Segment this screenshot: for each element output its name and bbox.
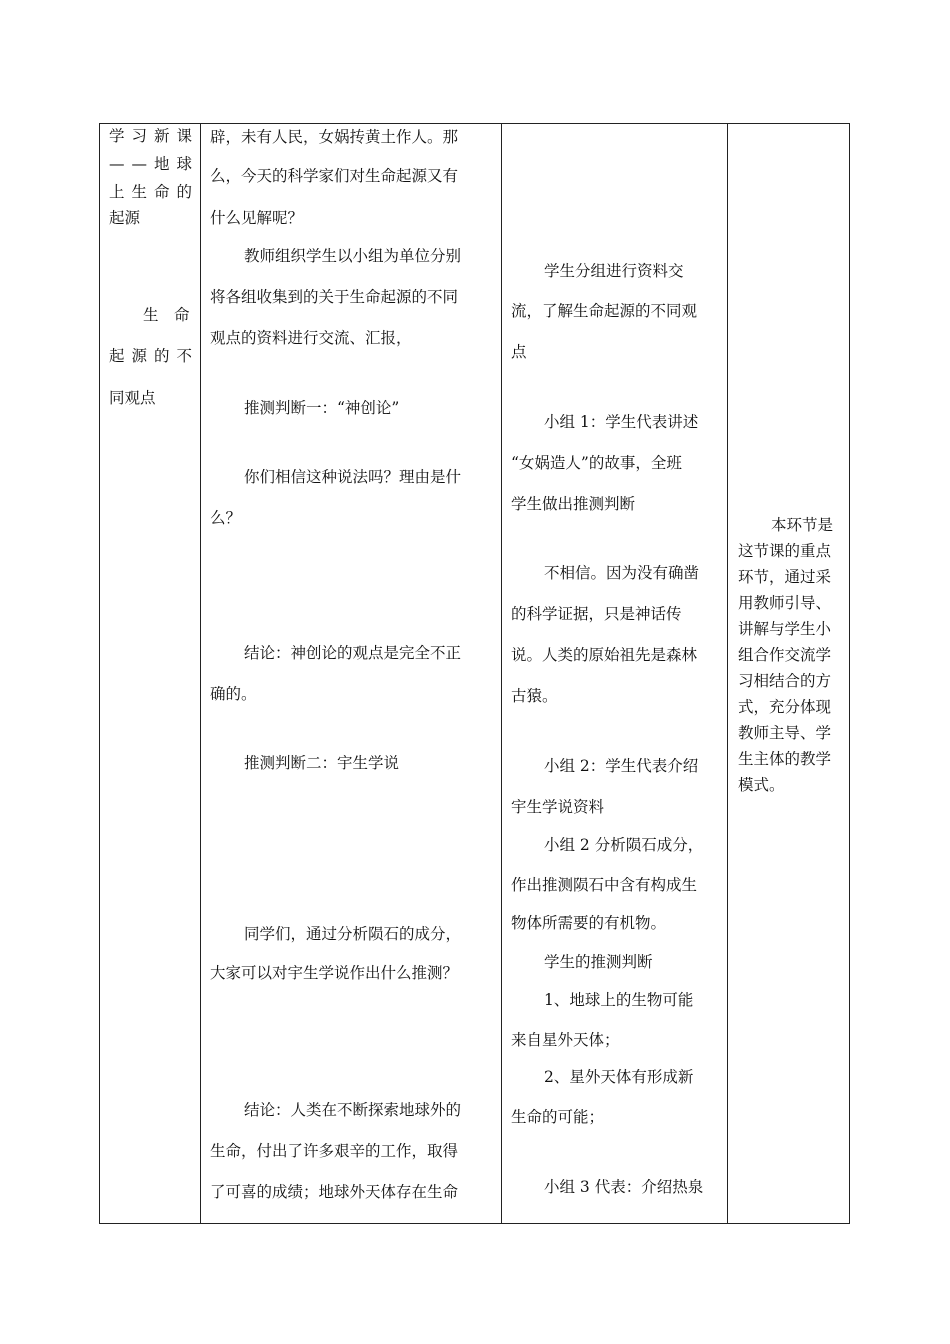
- paragraph-line: “女娲造人”的故事，全班: [511, 454, 682, 472]
- paragraph-line: 推测判断一：“神创论”: [244, 399, 400, 417]
- paragraph-line: 将各组收集到的关于生命起源的不同: [210, 288, 459, 306]
- paragraph-line: 教师组织学生以小组为单位分别: [244, 247, 462, 265]
- paragraph-line: 流，了解生命起源的不同观: [511, 302, 698, 320]
- paragraph-line: 环节，通过采: [738, 568, 832, 586]
- paragraph-line: 结论：人类在不断探索地球外的: [244, 1101, 462, 1119]
- paragraph-line: 不相信。因为没有确凿: [544, 564, 700, 582]
- paragraph-line: 说。人类的原始祖先是森林: [511, 646, 698, 664]
- teacher-activity-column: [201, 124, 501, 1223]
- paragraph-line: 用教师引导、: [738, 594, 832, 612]
- paragraph-line: 这节课的重点: [738, 542, 832, 560]
- design-intent-column: [728, 124, 849, 1223]
- paragraph-line: 结论：神创论的观点是完全不正: [244, 644, 462, 662]
- section-title-line: — — 地 球: [109, 155, 192, 173]
- paragraph-line: 1、地球上的生物可能: [544, 991, 694, 1009]
- paragraph-line: 古猿。: [511, 687, 558, 705]
- student-activity-column: [502, 124, 727, 1223]
- paragraph-line: 组合作交流学: [738, 646, 832, 664]
- paragraph-line: 么？: [210, 509, 242, 527]
- paragraph-line: 2、星外天体有形成新: [544, 1068, 694, 1086]
- paragraph-line: 你们相信这种说法吗？理由是什: [244, 468, 462, 486]
- subsection-title-line: 起 源 的 不: [109, 347, 192, 365]
- paragraph-line: 式，充分体现: [738, 698, 832, 716]
- paragraph-line: 推测判断二：宇生学说: [244, 754, 400, 772]
- paragraph-line: 教师主导、学: [738, 724, 832, 742]
- section-title-line: 学 习 新 课: [109, 127, 192, 145]
- paragraph-line: 生命的可能；: [511, 1108, 605, 1126]
- paragraph-line: 讲解与学生小: [738, 620, 832, 638]
- paragraph-line: 模式。: [738, 776, 785, 794]
- section-column: [100, 124, 200, 1223]
- paragraph-line: 来自星外天体；: [511, 1031, 620, 1049]
- paragraph-line: 什么见解呢？: [210, 209, 304, 227]
- subsection-title-line: 生 命: [143, 306, 190, 324]
- lesson-plan-table: [99, 123, 850, 1224]
- paragraph-line: 物体所需要的有机物。: [511, 914, 667, 932]
- paragraph-line: 小组 1：学生代表讲述: [544, 413, 699, 431]
- paragraph-line: 学生的推测判断: [544, 953, 653, 971]
- paragraph-line: 本环节是: [771, 516, 834, 534]
- paragraph-line: 学生分组进行资料交: [544, 262, 684, 280]
- paragraph-line: 么，今天的科学家们对生命起源又有: [210, 167, 459, 185]
- subsection-title-line: 同观点: [109, 389, 156, 407]
- paragraph-line: 小组 2 分析陨石成分，: [544, 836, 704, 854]
- paragraph-line: 习相结合的方: [738, 672, 832, 690]
- paragraph-line: 小组 2：学生代表介绍: [544, 757, 699, 775]
- paragraph-line: 生主体的教学: [738, 750, 832, 768]
- section-title-line: 起源: [109, 209, 141, 227]
- paragraph-line: 的科学证据，只是神话传: [511, 605, 682, 623]
- paragraph-line: 辟，未有人民，女娲抟黄土作人。那: [210, 128, 459, 146]
- paragraph-line: 观点的资料进行交流、汇报，: [210, 329, 412, 347]
- paragraph-line: 点: [511, 343, 527, 361]
- paragraph-line: 同学们，通过分析陨石的成分，: [244, 925, 462, 943]
- paragraph-line: 了可喜的成绩；地球外天体存在生命: [210, 1183, 459, 1201]
- paragraph-line: 宇生学说资料: [511, 798, 605, 816]
- paragraph-line: 大家可以对宇生学说作出什么推测？: [210, 964, 459, 982]
- paragraph-line: 作出推测陨石中含有构成生: [511, 876, 698, 894]
- paragraph-line: 生命，付出了许多艰辛的工作，取得: [210, 1142, 459, 1160]
- paragraph-line: 确的。: [210, 685, 257, 703]
- paragraph-line: 学生做出推测判断: [511, 495, 636, 513]
- section-title-line: 上 生 命 的: [109, 183, 192, 201]
- paragraph-line: 小组 3 代表：介绍热泉: [544, 1178, 704, 1196]
